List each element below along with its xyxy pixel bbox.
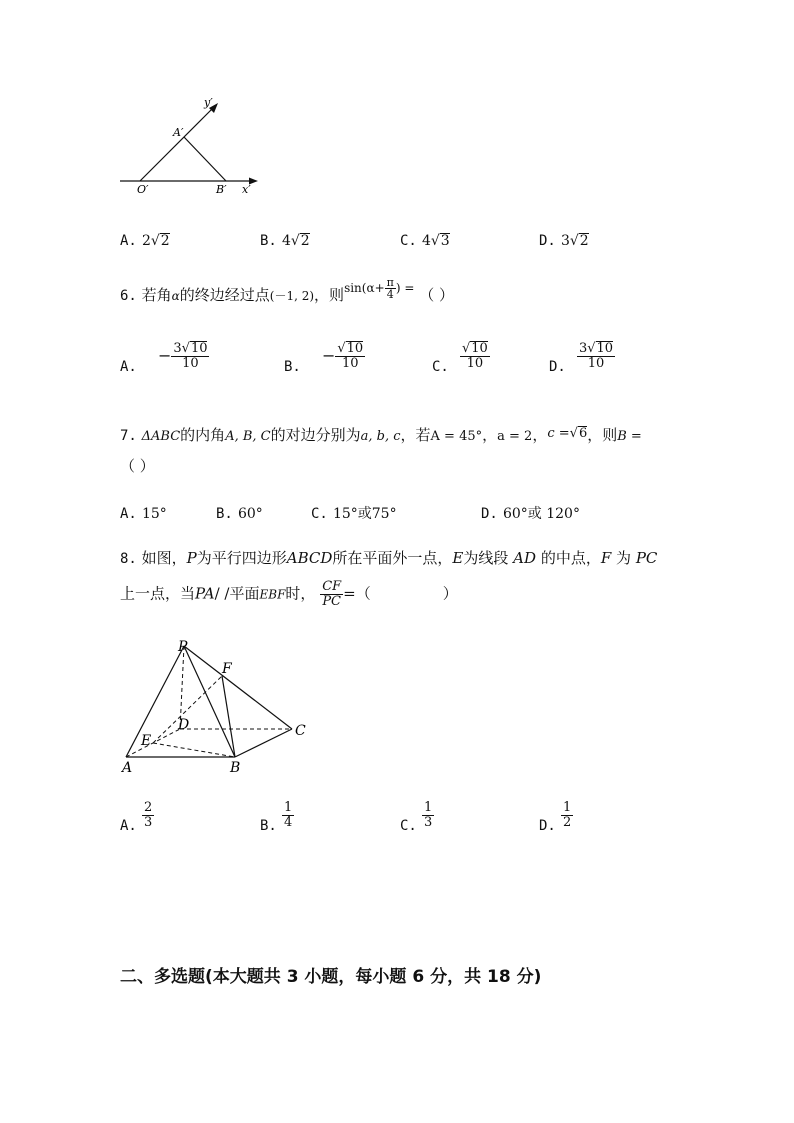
q7-option-a[interactable]: [120, 503, 167, 522]
q5-option-a[interactable]: [120, 230, 170, 249]
q8-stem-line1: 8. 如图，P为平行四边形ABCD所在平面外一点，E为线段 AD 的中点，F 为 PC: [120, 549, 658, 567]
label-a: A′: [173, 126, 184, 139]
q7-option-c[interactable]: [311, 503, 397, 523]
option-letter: C.: [400, 233, 417, 249]
figure-pyramid: [112, 636, 318, 776]
option-letter: A.: [120, 506, 137, 522]
label-d: D: [178, 717, 190, 733]
option-letter: B.: [260, 233, 277, 249]
option-letter: C.: [432, 358, 449, 375]
label-o: O′: [137, 183, 149, 196]
q5-option-b[interactable]: [260, 230, 310, 249]
section-heading-multiple-choice: 二、多选题(本大题共 3 小题，每小题 6 分，共 18 分): [120, 967, 542, 987]
q6-option-a[interactable]: A. − $\frac{3√10}{10}$: [120, 341, 208, 375]
option-letter: C.: [400, 818, 417, 834]
option-letter: A.: [120, 233, 137, 249]
option-letter: C.: [311, 506, 328, 522]
option-letter: D.: [481, 506, 498, 522]
figure-oblique-triangle: [110, 92, 270, 204]
q7-answer-blank: （ ）: [120, 457, 155, 475]
option-text: 60°: [237, 506, 263, 522]
option-letter: A.: [120, 358, 137, 375]
option-letter: D.: [539, 818, 556, 834]
label-x: x′: [242, 183, 251, 196]
label-b: B′: [216, 183, 227, 196]
option-letter: D.: [549, 358, 566, 375]
option-letter: B.: [284, 358, 301, 375]
label-b: B: [230, 760, 241, 776]
option-value: 2√2: [141, 233, 170, 249]
segment-ab: [184, 137, 226, 181]
q8-option-a[interactable]: A. $\frac{2}{3}$: [120, 800, 153, 834]
option-text: 15°: [141, 506, 167, 522]
label-e: E: [141, 733, 152, 749]
option-value: 3√2: [560, 233, 589, 249]
option-letter: B.: [216, 506, 233, 522]
q7-stem: 7. ΔABC的内角A, B, C的对边分别为a, b, c，若A = 45°，a = 2，c =√6，则B =: [120, 426, 642, 444]
q6-option-c[interactable]: C. $\frac{√10}{10}$: [432, 341, 488, 375]
label-p: P: [178, 639, 188, 655]
option-letter: D.: [539, 233, 556, 249]
q8-option-c[interactable]: C. $\frac{1}{3}$: [400, 800, 433, 834]
option-letter: B.: [260, 818, 277, 834]
y-axis: [140, 107, 214, 181]
q7-option-d[interactable]: [481, 503, 580, 523]
option-text: 60°或 120°: [502, 506, 580, 522]
option-letter: A.: [120, 818, 137, 834]
q6-stem: 6. 若角α的终边经过点(－1, 2)，则$^{sin(\alpha+ \frac{\pi}{4} ) =}$ （ ）: [120, 276, 454, 304]
label-y: y′: [204, 96, 213, 109]
q8-option-d[interactable]: D. $\frac{1}{2}$: [539, 800, 572, 834]
q5-option-d[interactable]: [539, 230, 589, 249]
q6-number: 6.: [120, 288, 137, 304]
option-text: 15°或75°: [332, 506, 397, 522]
q7-option-b[interactable]: [216, 503, 263, 522]
q7-number: 7.: [120, 428, 137, 444]
answer-blank: （ ）: [419, 286, 454, 304]
label-c: C: [295, 723, 306, 739]
q6-option-d[interactable]: D. $\frac{3√10}{10}$: [549, 341, 614, 375]
q8-stem-line2: 上一点，当PA/ /平面EBF时， $\frac{CF}{PC}$ =（ ）: [120, 579, 458, 609]
q8-number: 8.: [120, 551, 137, 567]
q6-option-b[interactable]: B. − $\frac{√10}{10}$: [284, 341, 364, 375]
q8-option-b[interactable]: B. $\frac{1}{4}$: [260, 800, 293, 834]
option-value: 4√3: [421, 233, 450, 249]
label-a: A: [122, 760, 133, 776]
q5-option-c[interactable]: [400, 230, 450, 249]
label-f: F: [222, 661, 232, 677]
option-value: 4√2: [281, 233, 310, 249]
